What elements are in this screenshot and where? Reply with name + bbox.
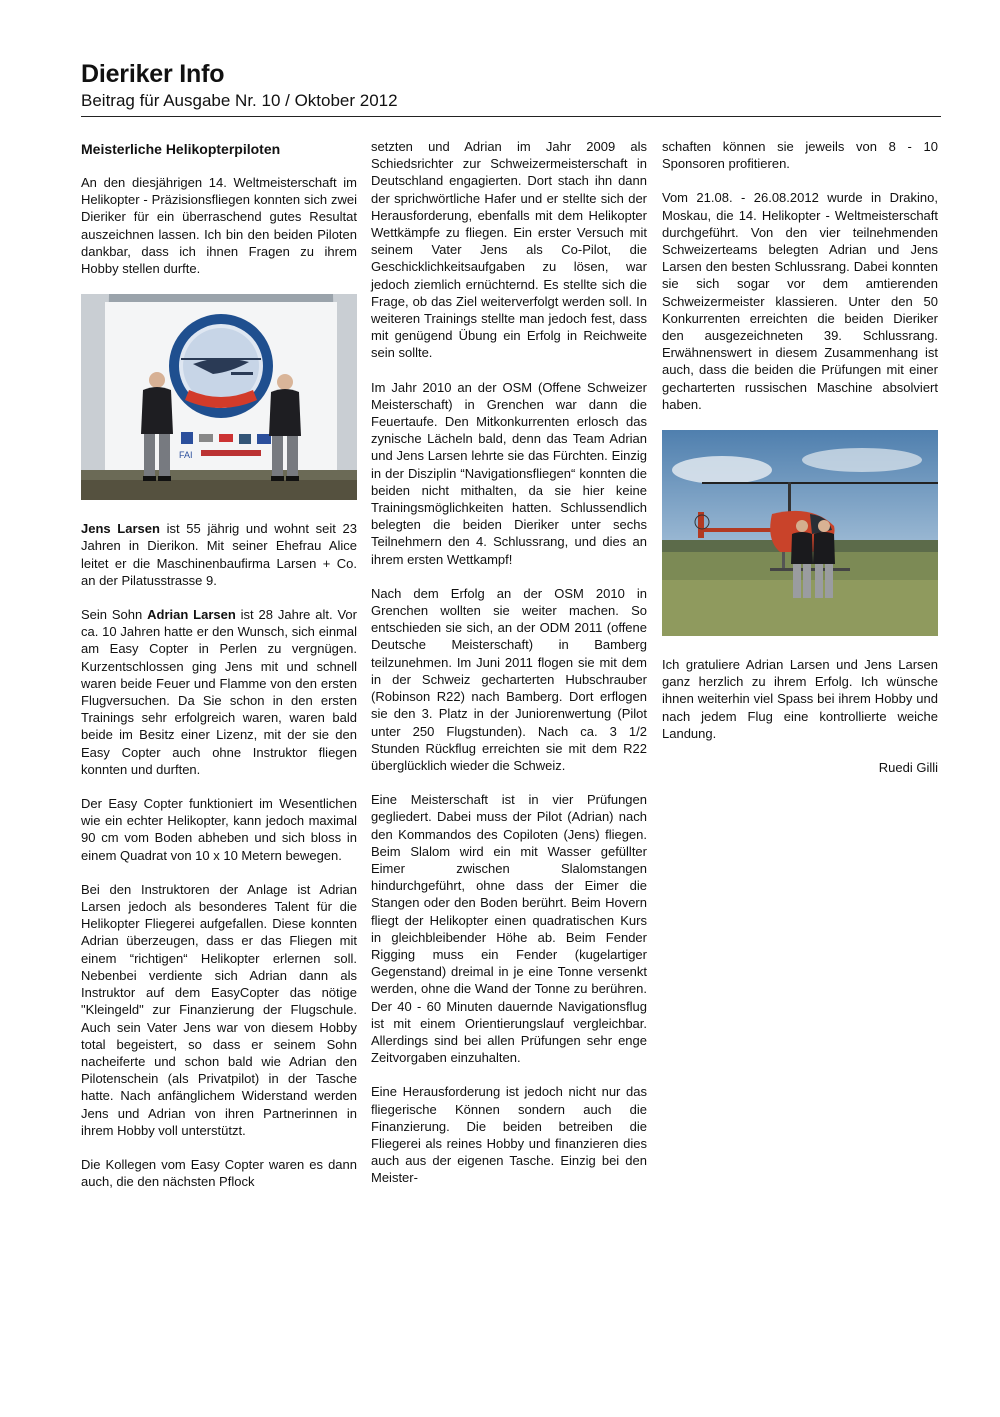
page-header [81, 58, 941, 112]
adrian-larsen-pre: Sein Sohn [81, 607, 148, 623]
jens-larsen-paragraph [81, 520, 357, 589]
paragraph-odm-2011: Nach dem Erfolg an der OSM 2010 in Grenchen wollten sie weiter machen. So entschieden sie sich, an der ODM 2011 (offene Deutsche Meisterschaft) in Bamberg teilzunehmen. Im Juni 2011 flogen sie mit dem in der Schweiz gecharterten Hubschrauber (Robinson R22) nach Bamberg. Dort erflogen sie den 3. Platz in der Juniorenwertung (Pilot unter 250 Flugstunden). Nach ca. 3 1/2 Stunden Rückflug erreichten sie mit dem R22 überglücklich wieder die Schweiz. [371, 585, 647, 773]
column-2 [371, 138, 647, 1204]
instruktoren-paragraph: Bei den Instruktoren der Anlage ist Adrian Larsen jedoch als besonderes Talent für die Helikopter Fliegerei aufgefallen. Diese konnten Adrian überzeugen, dass er das Fliegen mit einem “richtigen“ Helikopter erlernen soll. Nebenbei verdiente sich Adrian dann als Instruktor auf dem EasyCopter das nötige "Kleingeld" zur Finanzierung der Flugschule. Auch sein Vater Jens war von diesem Hobby total begeistert, so dass er seinem Sohn nacheiferte und schon bald wie Adrian den Pilotenschein (als Privatpilot) in der Tasche hatte. Nach anfänglichem Widerstand werden Jens und Adrian von ihren Partnerinnen in ihrem Hobby voll unterstützt. [81, 881, 357, 1138]
header-divider [81, 116, 941, 117]
fai-logo-text: FAI [179, 450, 193, 461]
page-subtitle: Beitrag für Ausgabe Nr. 10 / Oktober 2012 [81, 91, 398, 110]
paragraph-schiedsrichter: setzten und Adrian im Jahr 2009 als Schiedsrichter zur Schweizermeisterschaft in Deutschland engagierten. Dort stach ihn dann der sprichwörtliche Hafer und er stellte sich der Herausforderung, ebenfalls mit dem Helikopter Wettkämpfe zu fliegen. Ein erster Versuch mit seinem Vater Jens als Co-Pilot, die Geschicklichkeitsaufgaben zu lösen, war jedoch ziemlich ernüchternd. Es stellte sich die Frage, ob das Ziel weiterverfolgt werden soll. In weiteren Trainings stellte man jedoch fest, dass mit genügend Übung ein Erfolg in Reichweite sein sollte. [371, 139, 647, 361]
jens-larsen-text: ist 55 jährig und wohnt seit 23 Jahren in Dierikon. Mit seiner Ehefrau Alice leitet er die Maschinenbaufirma Larsen + Co. an der Pilatusstrasse 9. [81, 521, 358, 588]
adrian-larsen-paragraph [81, 606, 357, 778]
kollegen-paragraph: Die Kollegen vom Easy Copter waren es dann auch, die den nächsten Pflock [81, 1156, 357, 1190]
photo-helicopter [662, 430, 938, 636]
paragraph-sponsoren: schaften können sie jeweils von 8 - 10 Sponsoren profitieren. [662, 139, 938, 172]
article-heading: Meisterliche Helikopterpiloten [81, 141, 281, 157]
adrian-larsen-text: ist 28 Jahre alt. Vor ca. 10 Jahren hatte er den Wunsch, sich einmal am Easy Copter in Perlen zu vergnügen. Kurzentschlossen ging Jens mit und schnell waren beide Feuer und Flamme von den ersten Flugversuchen. Da Sie schon in den ersten Trainings sehr erfolgreich waren, waren bald beide im Besitz einer Lizenz, mit der sie den Easy Copter auch ohne Instruktor fliegen konnten und durften. [81, 607, 357, 777]
column-1 [81, 138, 357, 1207]
paragraph-finanzierung: Eine Herausforderung ist jedoch nicht nur das fliegerische Können sondern auch die Finanzierung. Die beiden betreiben die Fliegerei als reines Hobby und finanzieren dies auch aus der eigenen Tasche. Einzig bei den Meister- [371, 1084, 647, 1186]
paragraph-pruefungen: Eine Meisterschaft ist in vier Prüfungen gegliedert. Dabei muss der Pilot (Adrian) nach den Kommandos des Copiloten (Jens) fliegen. Beim Slalom wird ein mit Wasser gefüllter Eimer zwischen Slalomstangen hindurchgeführt, ohne dass der Eimer die Stangen oder den Boden berührt. Beim Hovern fliegt der Helikopter einen quadratischen Kurs in gleichbleibender Höhe ab. Beim Fender Rigging muss ein Fender (kugelartiger Gegenstand) dreimal in je eine Tonne versenkt werden, ohne die Wand der Tonne zu berühren. Der 40 - 60 Minuten dauernde Navigationsflug ist mit einem Orientierungslauf vergleichbar. Allerdings sind bei allen Prüfungen sehr enge Zeitvorgaben einzuhalten. [371, 792, 647, 1066]
column-3 [662, 138, 938, 793]
jens-larsen-name: Jens Larsen [81, 521, 160, 537]
page-title: Dieriker Info [81, 60, 225, 88]
paragraph-weltmeisterschaft: Vom 21.08. - 26.08.2012 wurde in Drakino, Moskau, die 14. Helikopter - Weltmeisterschaft durchgeführt. Von den vier teilnehmenden Schweizerteams belegten Adrian und Jens Larsen den besten Schlussrang. Dabei konnten sie sich sogar vor dem amtierenden Schweizermeister klassieren. Unter den 50 Konkurrenten erreichten die beiden Dieriker den ausgezeichneten 39. Schlussrang. Erwähnenswert in diesem Zusammenhang ist auch, dass die beiden die Prüfungen mit einer gecharterten russischen Maschine absolviert haben. [662, 190, 938, 412]
adrian-larsen-name: Adrian Larsen [147, 607, 236, 623]
paragraph-osm-2010: Im Jahr 2010 an der OSM (Offene Schweizer Meisterschaft) in Grenchen war dann die Feuertaufe. Den Mitkonkurrenten erlosch das zynische Lächeln bald, denn das Team Adrian und Jens Larsen lehrte sie das Fürchten. Einzig in der Disziplin “Navigationsfliegen“ konnten die beiden nicht mithalten, da sie hier keine Trainingsmöglichkeiten hatten. Schlussendlich belegten die beiden Dieriker unter sechs Teilnehmern den 4. Schlussrang, und dies an ihrem ersten Wettkampf! [371, 379, 647, 567]
photo-championship-banner [81, 294, 357, 500]
intro-paragraph: An den diesjährigen 14. Weltmeisterschaft im Helikopter - Präzisionsfliegen konnten sich zwei Dieriker für ein überraschend gutes Resultat auszeichnen lassen. Ich bin den beiden Piloten dankbar, dass ich ihnen Fragen zu ihrem Hobby stellen durfte. [81, 175, 357, 277]
paragraph-gratulation: Ich gratuliere Adrian Larsen und Jens Larsen ganz herzlich zu ihrem Erfolg. Ich wünsche ihnen weiterhin viel Spass bei ihrem Hobby und nach jedem Flug eine kontrollierte weiche Landung. [662, 657, 938, 741]
easy-copter-paragraph: Der Easy Copter funktioniert im Wesentlichen wie ein echter Helikopter, kann jedoch maximal 90 cm vom Boden abheben und sich bloss in einem Quadrat von 10 x 10 Metern bewegen. [81, 796, 357, 863]
author-signature: Ruedi Gilli [878, 760, 938, 776]
